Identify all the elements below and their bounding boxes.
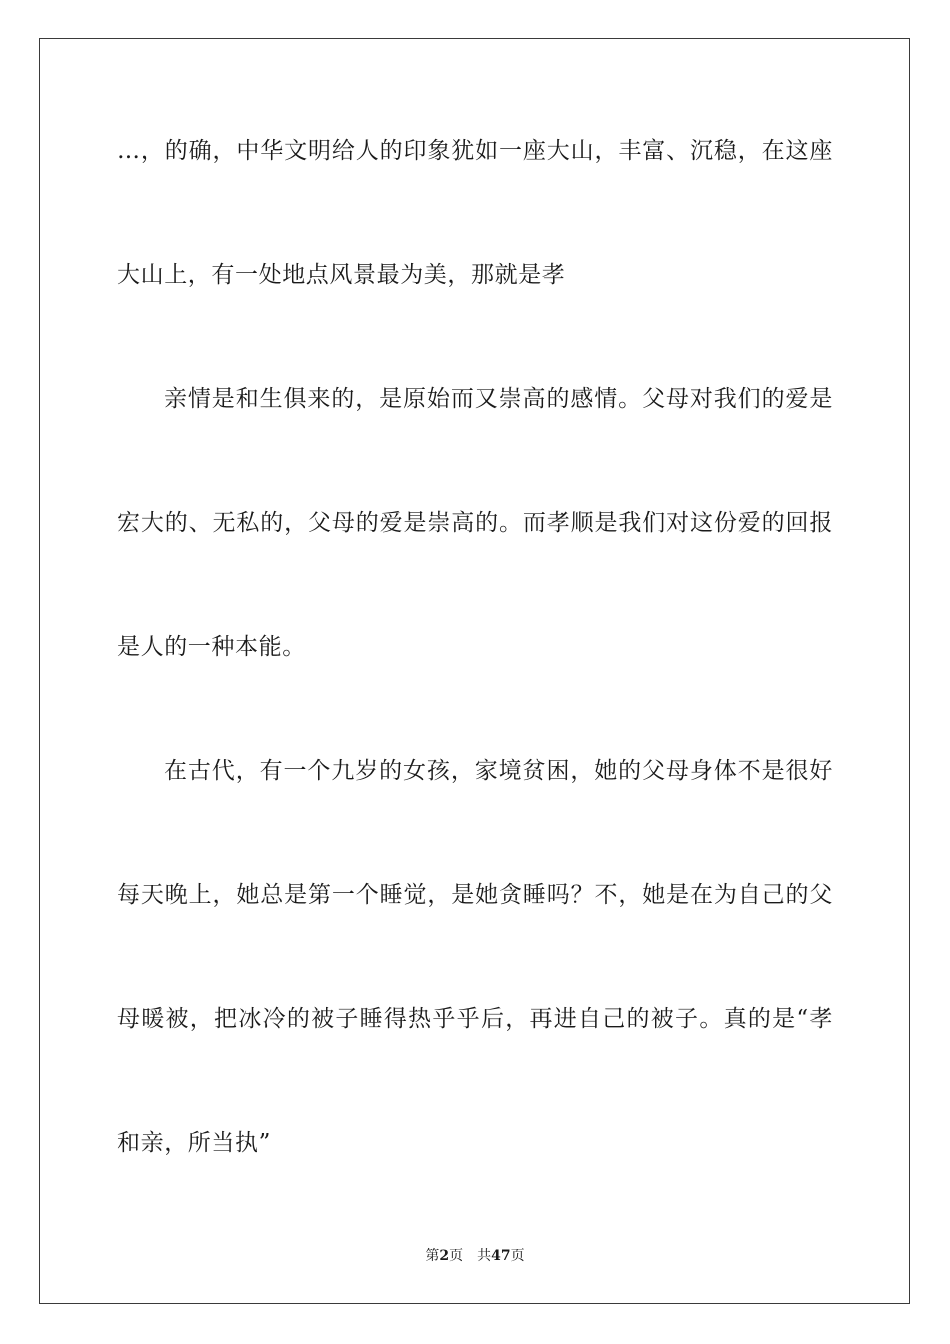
body-line-1: …，的确，中华文明给人的印象犹如一座大山，丰富、沉稳，在这座 (117, 138, 833, 164)
page-prefix: 第 (425, 1248, 440, 1264)
page-suffix: 页 (449, 1248, 464, 1264)
body-line-5: 是人的一种本能。 (117, 634, 306, 660)
page-border (39, 38, 910, 1304)
page-number: 2 (439, 1248, 450, 1264)
page-footer (0, 1246, 950, 1266)
body-line-7: 每天晚上，她总是第一个睡觉，是她贪睡吗？不，她是在为自己的父 (117, 882, 833, 908)
body-line-3: 亲情是和生俱来的，是原始而又崇高的感情。父母对我们的爱是 (164, 386, 833, 412)
body-line-9: 和亲，所当执” (117, 1130, 271, 1156)
total-suffix: 页 (510, 1248, 525, 1264)
total-prefix: 共 (477, 1248, 492, 1264)
body-line-4: 宏大的、无私的，父母的爱是崇高的。而孝顺是我们对这份爱的回报 (117, 510, 833, 536)
body-line-2: 大山上，有一处地点风景最为美，那就是孝 (117, 262, 566, 288)
body-line-6: 在古代，有一个九岁的女孩，家境贫困，她的父母身体不是很好 (164, 758, 833, 784)
total-pages: 47 (491, 1248, 511, 1264)
body-line-8: 母暖被，把冰冷的被子睡得热乎乎后，再进自己的被子。真的是“孝 (117, 1006, 833, 1032)
